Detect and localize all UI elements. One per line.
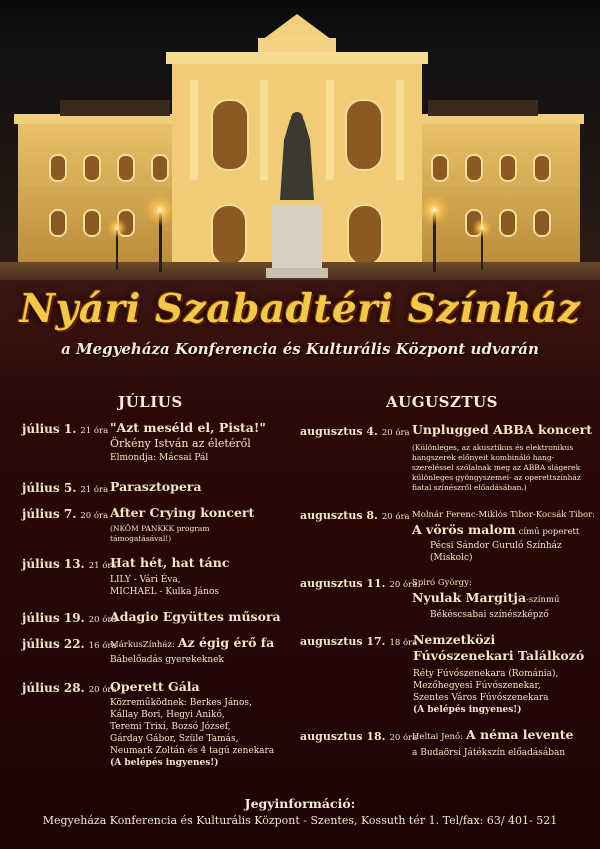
ticket-info-heading: Jegyinformáció: xyxy=(244,796,356,811)
month-heading-august: AUGUSZTUS xyxy=(386,393,498,411)
event-july-7: július 7. 20 óra After Crying koncert (NKÖM PANKKK program támogatásával!) xyxy=(22,505,255,543)
event-july-13: július 13. 21 óra Hat hét, hat tánc LILY - Vári Éva, MICHAEL - Kulka János xyxy=(22,555,230,597)
event-august-18: augusztus 18. 20 óra Heltai Jenő: A néma levente a Budaörsi Játékszín előadásában xyxy=(300,727,574,758)
poster-subtitle: a Megyeháza Konferencia és Kulturális Központ udvarán xyxy=(61,340,539,358)
event-august-4: augusztus 4. 20 óra Unplugged ABBA koncert (Különleges, az akusztikus és elektronikus hangszerek előnyeit kombináló hang- szereléssel szólalnak meg az ABBA slágerek különleges gyöngyszemei- az operettszínház fiatal színészről előadásában.) xyxy=(300,422,592,492)
event-july-1: július 1. 21 óra "Azt meséld el, Pista!" Örkény István az életéről Elmondja: Mácsai Pál xyxy=(22,420,266,463)
event-july-22: július 22. 16 óra MárkusZínház: Az égig érő fa Bábelőadás gyerekeknek xyxy=(22,635,275,665)
poster-title: Nyári Szabadtéri Színház xyxy=(19,286,581,332)
ticket-info-contact: Megyeháza Konferencia és Kulturális Központ - Szentes, Kossuth tér 1. Tel/fax: 63/ 401- 521 xyxy=(42,814,558,827)
event-july-5: július 5. 21 óra Parasztopera xyxy=(22,479,202,495)
event-july-19: július 19. 20 óra Adagio Együttes műsora xyxy=(22,609,281,625)
building-photo xyxy=(0,0,600,300)
event-august-11: augusztus 11. 20 óra Spiró György: Nyulak Margitja-színmű Békéscsabai színészképző xyxy=(300,577,560,620)
month-heading-july: JÚLIUS xyxy=(118,393,183,411)
event-august-8: augusztus 8. 20 óra Molnár Ferenc-Miklós Tibor-Kocsák Tibor: A vörös malom című poperett Pécsi Sándor Guruló Színház (Miskolc) xyxy=(300,509,596,563)
event-july-28: július 28. 20 óra Operett Gála Közreműködnek: Berkes János, Kállay Bori, Hegyi Anikó, Teremi Trixi, Bozsó József, Gárday Gábor, Szüle Tamás, Neumark Zoltán és 4 tagú zenekara (A belépés ingyenes!) xyxy=(22,679,275,768)
event-august-17: augusztus 17. 18 óra Nemzetközi Fúvószenekari Találkozó Réty Fúvószenekara (Románia), Mezőhegyesi Fúvószenekar, Szentes Város Fúvószenekara (A belépés ingyenes!) xyxy=(300,632,585,715)
